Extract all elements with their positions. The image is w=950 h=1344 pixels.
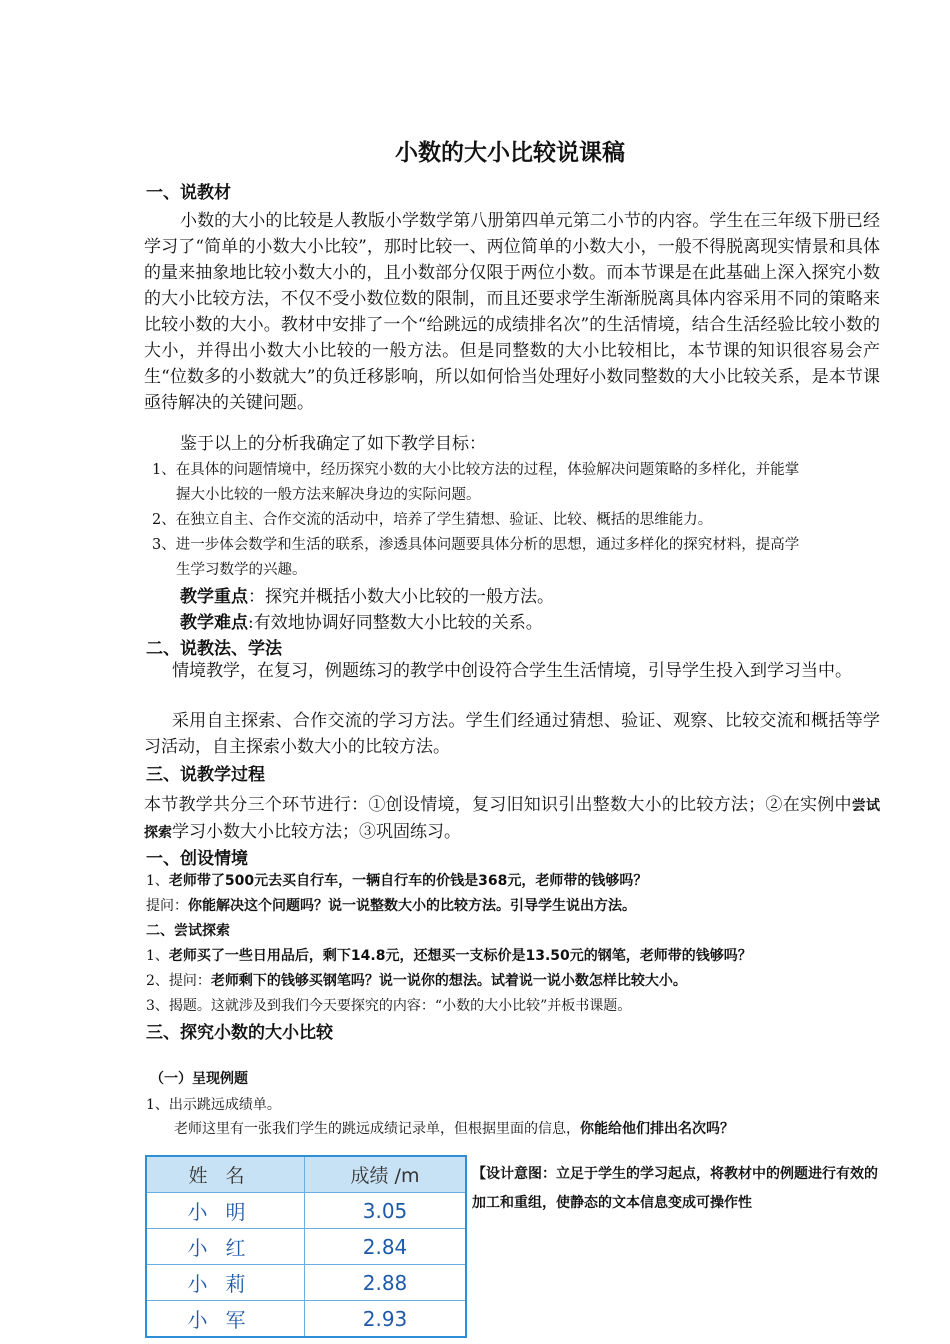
line-text: 老师买了一些日用品后，剩下14.8元，还想买一支标价是13.50元的钢笔，老师带的钱够吗？	[168, 948, 752, 964]
goal-text-continued: 生学习数学的兴趣。	[176, 562, 307, 578]
student-score: 2.88	[305, 1265, 467, 1301]
student-score: 2.93	[305, 1301, 467, 1338]
line-text: 老师带了500元去买自行车，一辆自行车的价钱是368元，老师带的钱够吗？	[168, 873, 648, 889]
goal-item-3	[152, 533, 880, 583]
section-heading-methods: 二、说教法、学法	[146, 639, 282, 659]
difficulty-text: :有效地协调好同整数大小比较的关系。	[248, 613, 543, 633]
section-heading-process: 三、说教学过程	[146, 765, 265, 785]
scenario-line-1	[146, 870, 647, 890]
goals-intro: 鉴于以上的分析我确定了如下教学目标：	[180, 434, 486, 454]
design-intent-note: 【设计意图：立足于学生的学习起点，将教材中的例题进行有效的加工和重组，使静态的文本信息变成可操作性	[472, 1166, 878, 1211]
goal-text: 3、进一步体会数学和生活的联系，渗透具体问题要具体分析的思想，通过多样化的探究材料，提高学	[152, 537, 800, 553]
process-text-bold: 尝试探索	[144, 798, 881, 841]
focus-label: 教学重点	[180, 587, 248, 607]
goal-item-2	[152, 508, 880, 533]
goal-text-continued: 握大小比较的一般方法来解决身边的实际问题。	[176, 487, 481, 503]
line-prefix: 提问：	[146, 898, 188, 914]
header-score: 成绩 /m	[305, 1156, 467, 1193]
student-score: 3.05	[305, 1193, 467, 1229]
line-prefix: 2、提问：	[146, 973, 211, 989]
textbook-paragraph: 小数的大小的比较是人教版小学数学第八册第四单元第二小节的内容。学生在三年级下册已经学习了“简单的小数大小比较”，那时比较一、两位简单的小数大小，一般不得脱离现实情景和具体的量来抽象地比较小数大小的，且小数部分仅限于两位小数。而本节课是在此基础上深入探究小数的大小比较方法，不仅不受小数位数的限制，而且还要求学生渐渐脱离具体内容采用不同的策略来比较小数的大小。教材中安排了一个“给跳远的成绩排名次”的生活情境，结合生活经验比较小数的大小，并得出小数大小比较的一般方法。但是同整数的大小比较相比，本节课的知识很容易会产生“位数多的小数就大”的负迁移影响，所以如何恰当处理好小数同整数的大小比较关系，是本节课亟待解决的关键问题。	[144, 211, 880, 413]
line-prefix: 1、	[146, 948, 169, 964]
methods-paragraph-1: 情境教学，在复习，例题练习的教学中创设符合学生生活情境，引导学生投入到学习当中。	[172, 661, 852, 681]
goal-item-1	[152, 458, 880, 508]
student-name: 小明	[146, 1193, 305, 1229]
table-header-row	[146, 1156, 466, 1193]
table-row	[146, 1193, 466, 1229]
line-text: 你能解决这个问题吗？说一说整数大小的比较方法。引导学生说出方法。	[188, 898, 636, 914]
teaching-focus	[180, 582, 554, 607]
process-text-c: 学习小数大小比较方法；③巩固练习。	[172, 822, 461, 842]
part-heading-compare: 三、探究小数的大小比较	[146, 1023, 333, 1043]
header-name: 姓名	[146, 1156, 305, 1193]
part-heading-scenario: 一、创设情境	[146, 849, 248, 869]
subheading-example: （一）呈现例题	[150, 1071, 248, 1087]
example-line-1: 1、出示跳远成绩单。	[146, 1097, 281, 1113]
goal-text: 2、在独立自主、合作交流的活动中，培养了学生猜想、验证、比较、概括的思维能力。	[152, 512, 713, 528]
process-paragraph	[144, 792, 880, 846]
student-name: 小红	[146, 1229, 305, 1265]
student-name: 小军	[146, 1301, 305, 1338]
explore-line-3: 3、揭题。这就涉及到我们今天要探究的内容：“小数的大小比较”并板书课题。	[146, 998, 632, 1014]
difficulty-label: 教学难点	[180, 613, 248, 633]
table-row	[146, 1301, 466, 1338]
teaching-difficulty	[180, 608, 543, 633]
student-score: 2.84	[305, 1229, 467, 1265]
methods-paragraph-2: 采用自主探索、合作交流的学习方法。学生们经通过猜想、验证、观察、比较交流和概括等学习活动，自主探索小数大小的比较方法。	[144, 711, 880, 757]
section-heading-textbook: 一、说教材	[146, 183, 231, 203]
table-row	[146, 1229, 466, 1265]
line-text: 老师剩下的钱够买钢笔吗？说一说你的想法。试着说一说小数怎样比较大小。	[210, 973, 687, 989]
table-row	[146, 1265, 466, 1301]
long-jump-score-table	[145, 1155, 467, 1338]
page-title: 小数的大小比较说课稿	[395, 140, 625, 166]
explore-line-2	[146, 970, 687, 990]
focus-text: ：探究并概括小数大小比较的一般方法。	[248, 587, 554, 607]
explore-line-1	[146, 945, 752, 965]
student-name: 小莉	[146, 1265, 305, 1301]
line-prefix: 1、	[146, 873, 169, 889]
goal-text: 1、在具体的问题情境中，经历探究小数的大小比较方法的过程，体验解决问题策略的多样化，并能掌	[152, 462, 800, 478]
line-text: 老师这里有一张我们学生的跳远成绩记录单，但根据里面的信息，	[174, 1121, 580, 1137]
line-text-bold: 你能给他们排出名次吗？	[580, 1121, 734, 1137]
example-line-2	[174, 1118, 734, 1138]
scenario-line-2	[146, 895, 636, 915]
process-text-a: 本节教学共分三个环节进行：①创设情境，复习旧知识引出整数大小的比较方法；②在实例中	[144, 795, 852, 815]
part-heading-explore: 二、尝试探索	[146, 923, 230, 939]
